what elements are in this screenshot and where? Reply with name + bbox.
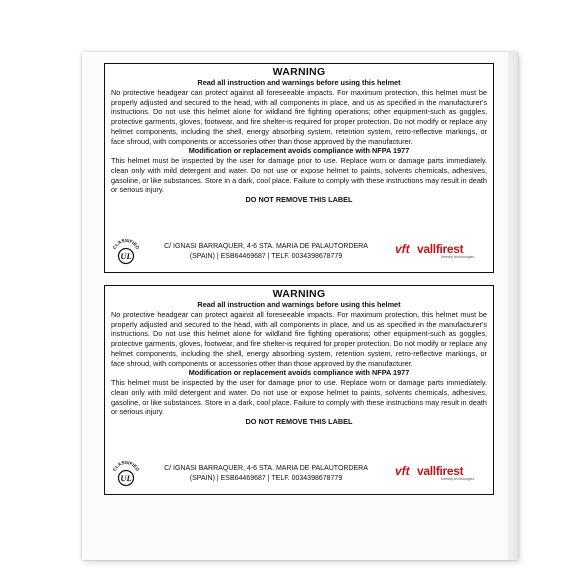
brand-name: vallfirest [417,242,464,256]
nfpa-heading: Modification or replacement avoids compliance with NFPA 1977 [188,146,410,156]
manufacturer-address [151,242,381,262]
instructions-heading: Read all instruction and warnings before using this helmet [197,78,401,87]
label-sheet [82,52,518,560]
vallfirest-logo [395,464,487,486]
label-footer [111,460,487,488]
warning-label-top [104,63,494,273]
svg-text:CLASSIFIED: CLASSIFIED [111,459,141,472]
address-line-2: (SPAIN) | ESB64469687 | TELF. 0034398678779 [189,253,343,260]
do-not-remove-notice: DO NOT REMOVE THIS LABEL [245,417,353,427]
address-line-2: (SPAIN) | ESB64469687 | TELF. 0034398678779 [189,475,343,482]
address-line-1: C/ IGNASI BARRAQUER, 4-6 STA. MARIA DE PALAUTORDERA [164,243,368,250]
inspection-paragraph: This helmet must be inspected by the user for damage prior to use. Replace worn or damage parts immediately. clean only with mild detergent and water. Do not use or expose helmet to paints, solvents chemicals, adhesives, gasoline, or like substances. Store in a dark, cool place. Failure to comply with these instructions may result in death or serious injury. [111,156,487,195]
address-line-1: C/ IGNASI BARRAQUER, 4-6 STA. MARIA DE PALAUTORDERA [164,465,368,472]
protection-paragraph: No protective headgear can protect against all foreseeable impacts. For maximum protection, this helmet must be properly adjusted and secured to the head, with all components in place, and us as specified in the manufacturer's instructions. Do not use this helmet alone for wildland fire fighting operations; other equipment-such as goggles, protective garments, gloves, footwear, and fire shelter-is required for proper protection. Do not modify or replace any helmet components, including the shell, energy absorbing system, retention system, retro-reflective markings, or face shroud, with components or accessories other than those approved by the manufacturer. [111,310,487,368]
inspection-paragraph: This helmet must be inspected by the user for damage prior to use. Replace worn or damage parts immediately. clean only with mild detergent and water. Do not use or expose helmet to paints, solvents chemicals, adhesives, gasoline, or like substances. Store in a dark, cool place. Failure to comply with these instructions may result in death or serious injury. [111,378,487,417]
brand-name: vallfirest [417,464,464,478]
instructions-heading: Read all instruction and warnings before using this helmet [197,300,401,309]
vallfirest-logo [395,242,487,264]
sheet-backing-edge [508,52,518,560]
do-not-remove-notice: DO NOT REMOVE THIS LABEL [245,195,353,205]
svg-text:UL: UL [120,473,132,483]
ul-classified-icon [111,236,141,266]
nfpa-heading: Modification or replacement avoids compliance with NFPA 1977 [188,368,410,378]
brand-tagline: forestry technologies [441,255,475,259]
brand-tagline: forestry technologies [441,477,475,481]
warning-label-bottom [104,285,494,495]
label-footer [111,238,487,266]
svg-text:UL: UL [120,251,132,261]
brand-vft: vft [395,464,410,478]
svg-text:CLASSIFIED: CLASSIFIED [111,237,141,250]
warning-title: WARNING [272,288,326,300]
manufacturer-address [151,464,381,484]
brand-vft: vft [395,242,410,256]
ul-classified-icon [111,458,141,488]
warning-title: WARNING [272,66,326,78]
protection-paragraph: No protective headgear can protect against all foreseeable impacts. For maximum protection, this helmet must be properly adjusted and secured to the head, with all components in place, and us as specified in the manufacturer's instructions. Do not use this helmet alone for wildland fire fighting operations; other equipment-such as goggles, protective garments, gloves, footwear, and fire shelter-is required for proper protection. Do not modify or replace any helmet components, including the shell, energy absorbing system, retention system, retro-reflective markings, or face shroud, with components or accessories other than those approved by the manufacturer. [111,88,487,146]
